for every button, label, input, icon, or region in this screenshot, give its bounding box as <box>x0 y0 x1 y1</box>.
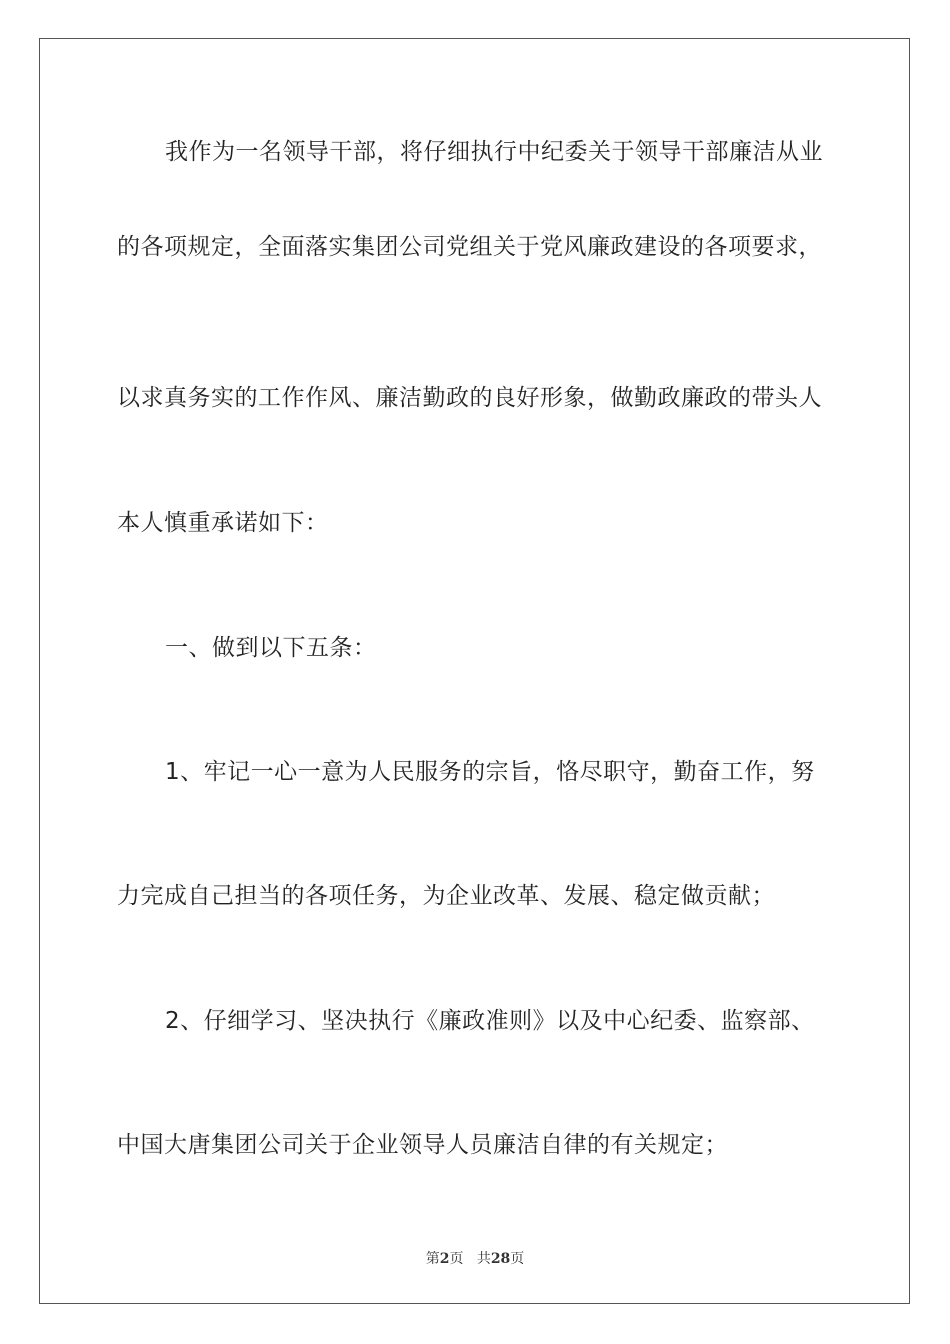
footer-total-suffix: 页 <box>510 1251 525 1267</box>
paragraph-line: 我作为一名领导干部，将仔细执行中纪委关于领导干部廉洁从业 <box>165 139 823 165</box>
paragraph-line: 中国大唐集团公司关于企业领导人员廉洁自律的有关规定； <box>117 1132 728 1158</box>
footer-total-prefix: 共 <box>476 1251 491 1267</box>
footer-gap <box>463 1251 476 1267</box>
paragraph-line: 本人慎重承诺如下： <box>117 510 329 536</box>
footer-page-suffix: 页 <box>449 1251 464 1267</box>
paragraph-line: 1、牢记一心一意为人民服务的宗旨，恪尽职守，勤奋工作，努 <box>165 759 815 785</box>
footer-total-pages: 28 <box>490 1251 511 1267</box>
paragraph-line: 的各项规定，全面落实集团公司党组关于党风廉政建设的各项要求， <box>117 234 822 260</box>
paragraph-line: 以求真务实的工作作风、廉洁勤政的良好形象，做勤政廉政的带头人 <box>117 385 822 411</box>
footer-page-prefix: 第 <box>425 1251 440 1267</box>
page-footer <box>0 1248 950 1268</box>
footer-page-number: 2 <box>439 1251 450 1267</box>
section-heading: 一、做到以下五条： <box>165 635 377 661</box>
paragraph-line: 2、仔细学习、坚决执行《廉政准则》以及中心纪委、监察部、 <box>165 1008 815 1034</box>
paragraph-line: 力完成自己担当的各项任务，为企业改革、发展、稳定做贡献； <box>117 883 775 909</box>
page-border <box>39 38 910 1304</box>
